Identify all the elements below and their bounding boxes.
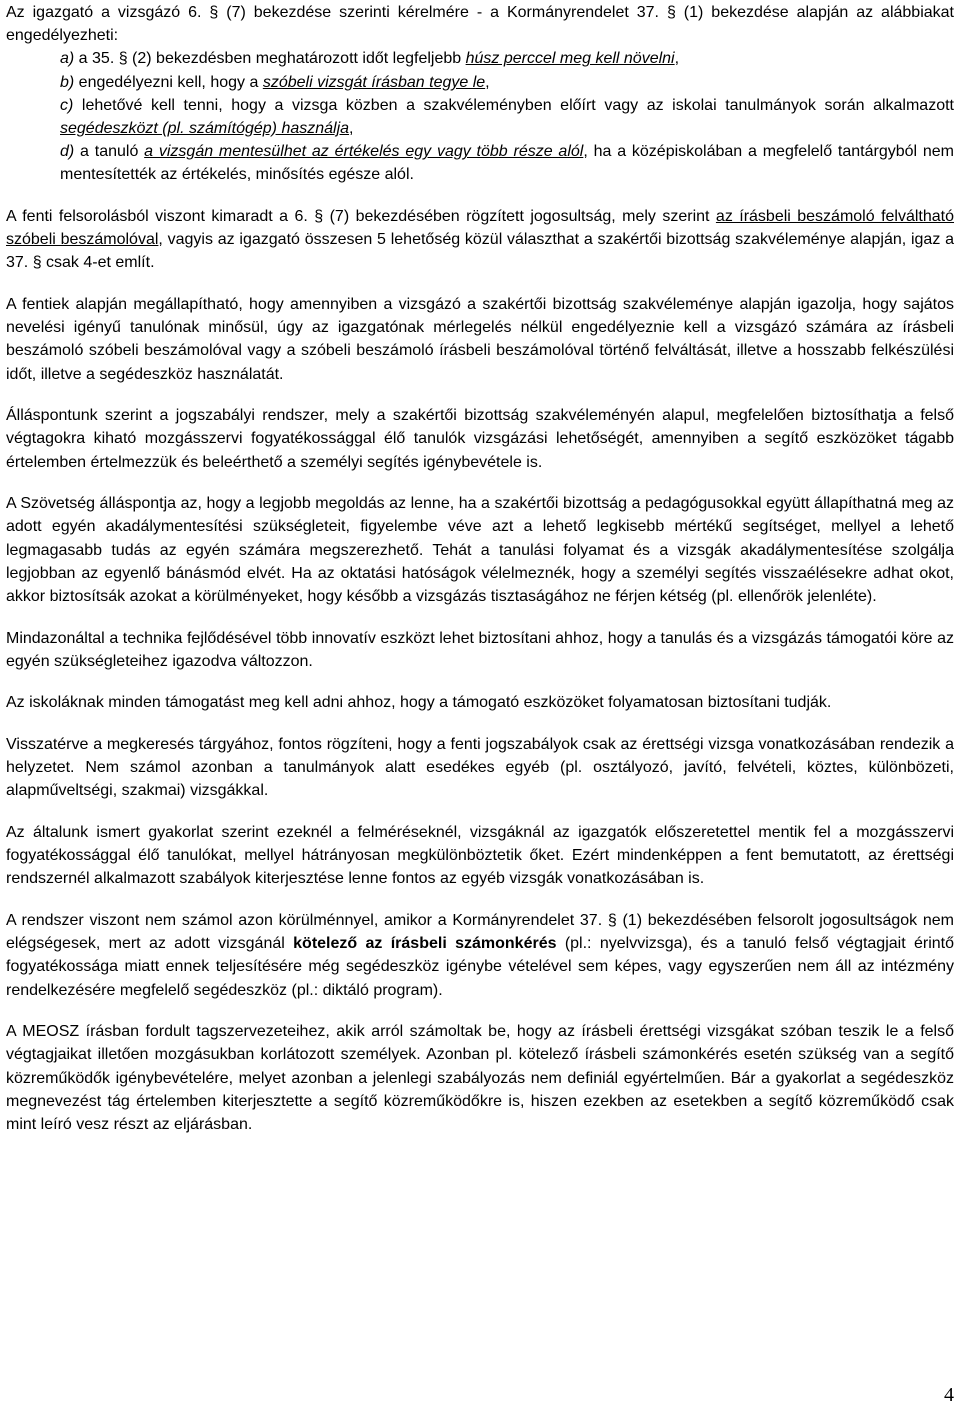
list-item-b [6, 71, 954, 94]
list-item-d-prefix: d) [60, 143, 75, 161]
list-item-d-text: a tanuló [74, 143, 145, 161]
paragraph-omission-emphasis: az írásbeli beszámoló felváltható szóbeli beszámolóval [6, 208, 955, 249]
list-item-a [6, 47, 954, 70]
paragraph-system-end: (pl.: nyelvvizsga), és a tanuló felső végtagjait érintő fogyatékossága miatt ennek teljesítésére még segédeszköz igénybe vételével sem képes, vagy egyszerűen nem áll az intézmény rendelkezésére megfelelő segédeszköz (pl.: diktáló program). [6, 935, 955, 999]
list-item-c-text: lehetővé kell tenni, hogy a vizsga közben a szakvéleményben előírt vagy az iskolai tanulmányok során alkalmazott [73, 96, 954, 114]
list-item-a-text: a 35. § (2) bekezdésben meghatározott időt legfeljebb [74, 50, 466, 68]
paragraph-conclusion: A fentiek alapján megállapítható, hogy amennyiben a vizsgázó a szakértői bizottság szakvéleménye alapján igazolja, hogy sajátos nevelési igényű tanulónak minősül, úgy az igazgatónak mérlegelés nélkül engedélyeznie kell a vizsgázó számára az írásbeli beszámoló szóbeli beszámolóval vagy a szóbeli beszámoló írásbeli beszámolóval történő felváltását, illetve a hosszabb felkészülési időt, illetve a segédeszköz használatát. [6, 296, 954, 383]
paragraph-meosz: A MEOSZ írásban fordult tagszervezeteihez, akik arról számoltak be, hogy az írásbeli érettségi vizsgákat szóban teszik le a felső végtagjaikat illetően mozgásukban korlátozott személyek. Azonban pl. kötelező írásbeli számonkérés esetén szükség van a segítő közreműködők igénybevételére, melyet azonban a jelenlegi szabályozás nem definiál egyértelműen. Bár a gyakorlat a segédeszköz megnevezést tág értelemben kiterjesztette a segítő közreműködőkre is, hiszen ezekben az esetekben a segítő közreműködő csak mint leíró vesz részt az eljárásban. [6, 1023, 954, 1134]
list-item-a-emphasis: húsz perccel meg kell növelni [465, 50, 675, 68]
list-item-c-emphasis: segédeszközt (pl. számítógép) használja [60, 120, 350, 138]
list-item-c-prefix: c) [60, 96, 74, 114]
list-item-b-prefix: b) [60, 73, 75, 91]
paragraph-schools: Az iskoláknak minden támogatást meg kell adni ahhoz, hogy a támogató eszközöket folyamatosan biztosítani tudják. [6, 694, 832, 712]
list-item-b-text: engedélyezni kell, hogy a [74, 73, 263, 91]
paragraph-system-text: A rendszer viszont nem számol azon körülménnyel, amikor a Kormányrendelet 37. § (1) bekezdésében felsorolt jogosultságok nem elégségesek, mert az adott vizsgánál [6, 912, 954, 953]
paragraph-system-bold: kötelező az írásbeli számonkérés [293, 935, 557, 953]
list-item-a-end: , [674, 50, 680, 68]
paragraph-technology: Mindazonáltal a technika fejlődésével több innovatív eszközt lehet biztosítani ahhoz, hogy a tanulás és a vizsgázás támogatói köre az egyén szükségleteihez igazodva változzon. [6, 629, 954, 670]
list-item-d [6, 140, 954, 186]
paragraph-federation: A Szövetség álláspontja az, hogy a legjobb megoldás az lenne, ha a szakértői bizottság a pedagógusokkal együtt állapíthatná meg az adott egyén akadálymentesítési szükségleteit, figyelembe véve azt a lehető legkisebb mértékű segítséget, mellyel a lehető legmagasabb tudás az egyén számára megszerezhető. Tehát a tanulási folyamat és a vizsgák akadálymentesítése szolgálja legjobban az egyenlő bánásmód elvét. Ha az oktatási hatóságok vélelmeznék, hogy a személyi segítés visszaélésekre adhat okot, akkor biztosítsák azokat a körülményeket, hogy később a vizsgázás tisztaságához ne férjen kétség (pl. ellenőrök jelenléte). [6, 495, 954, 606]
list-item-c-end: , [349, 120, 354, 138]
list-item-d-emphasis: a vizsgán mentesülhet az értékelés egy vagy több része alól [144, 143, 584, 161]
page-number: 4 [944, 1384, 954, 1406]
paragraph-practice: Az általunk ismert gyakorlat szerint ezeknél a felméréseknél, vizsgáknál az igazgatók előszeretettel mentik fel a mozgásszervi fogyatékossággal élő tanulókat, mellyel hátrányosan megkülönböztetik őket. Ezért mindenképpen a fent bemutatott, az érettségi rendszernél alkalmazott szabályok kiterjesztése lenne fontos az egyéb vizsgák vonatkozásában is. [6, 824, 954, 888]
list-item-a-prefix: a) [60, 50, 75, 68]
paragraph-inquiry: Visszatérve a megkeresés tárgyához, fontos rögzíteni, hogy a fenti jogszabályok csak az érettségi vizsga vonatkozásában rendezik a helyzetet. Nem számol azonban a tanulmányok alatt esedékes egyéb (pl. osztályozó, javító, felvételi, köztes, különbözeti, alapműveltségi, szakmai) vizsgákkal. [6, 736, 954, 800]
paragraph-system [6, 909, 954, 1002]
paragraph-omission [6, 205, 954, 275]
paragraph-position: Álláspontunk szerint a jogszabályi rendszer, mely a szakértői bizottság szakvéleményén alapul, megfelelően biztosíthatja a felső végtagokra kiható mozgásszervi fogyatékossággal élő tanulók vizsgázási lehetőségét, amennyiben a segítő eszközöket tágabb értelemben értelmezzük és beleérthető a személyi segítés igénybevétele is. [6, 407, 954, 471]
intro-paragraph: Az igazgató a vizsgázó 6. § (7) bekezdése szerinti kérelmére - a Kormányrendelet 37. § (1) bekezdése alapján az alábbiakat engedélyezheti: [6, 4, 954, 45]
list-item-c [6, 94, 954, 140]
paragraph-omission-end: , vagyis az igazgató összesen 5 lehetőség közül választhat a szakértői bizottság szakvéleménye alapján, igaz a 37. § csak 4-et említ. [6, 231, 954, 272]
paragraph-omission-text: A fenti felsorolásból viszont kimaradt a 6. § (7) bekezdésében rögzített jogosultság, mely szerint [6, 208, 716, 226]
list-item-b-emphasis: szóbeli vizsgát írásban tegye le [262, 73, 486, 91]
list-item-b-end: , [485, 73, 490, 91]
list-item-d-end: , ha a középiskolában a megfelelő tantárgyból nem mentesítették az értékelés, minősítés egésze alól. [60, 143, 955, 184]
